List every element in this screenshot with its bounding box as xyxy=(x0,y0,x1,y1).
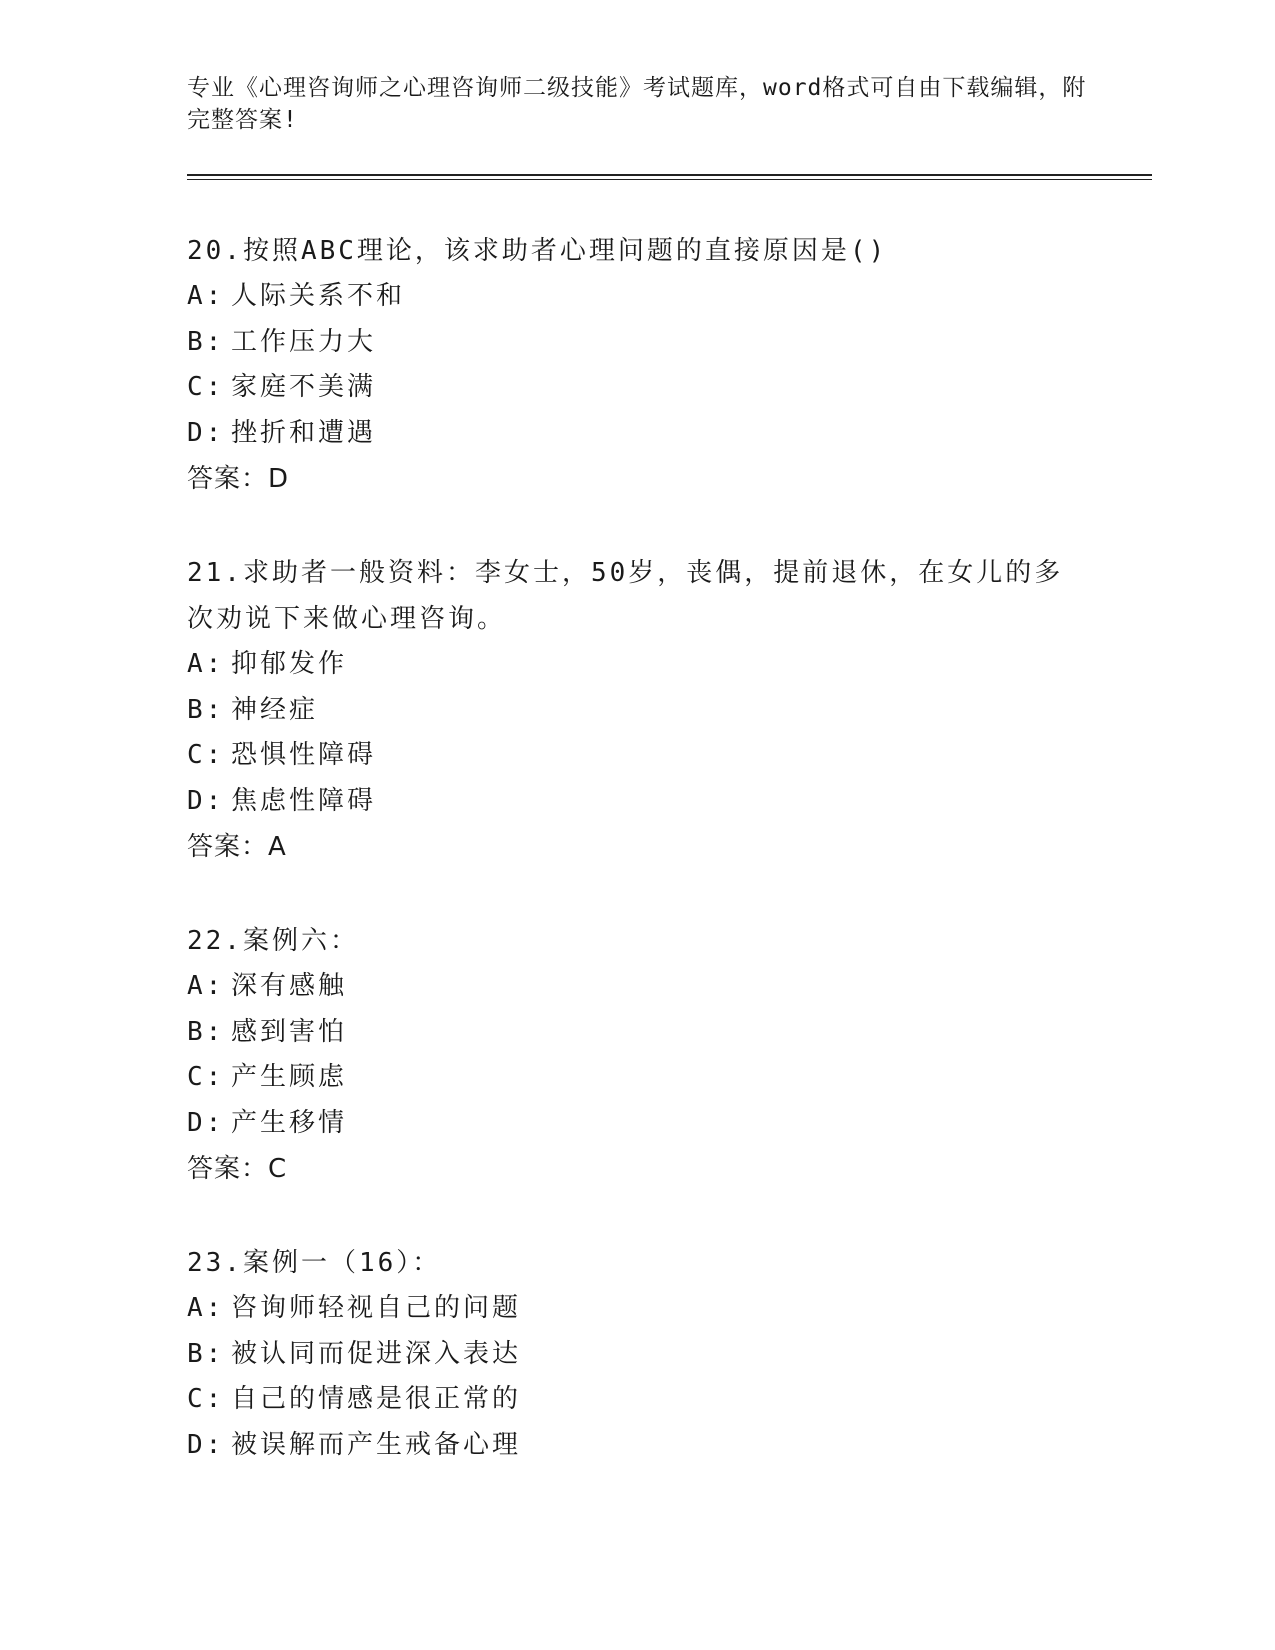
option-letter: B: xyxy=(187,326,225,357)
question-list xyxy=(187,228,1152,1468)
option-c xyxy=(187,733,1152,779)
option-text: 挫折和遭遇 xyxy=(231,417,377,448)
option-text: 人际关系不和 xyxy=(231,281,406,311)
option-letter: C: xyxy=(187,1062,225,1092)
option-a xyxy=(187,964,1152,1010)
option-c xyxy=(187,365,1152,411)
option-d xyxy=(187,411,1152,457)
header-divider xyxy=(187,174,1152,180)
option-d xyxy=(187,779,1152,825)
option-b xyxy=(187,1010,1152,1056)
option-text: 咨询师轻视自己的问题 xyxy=(231,1293,522,1323)
option-a xyxy=(187,274,1152,320)
option-c xyxy=(187,1055,1152,1101)
option-letter: B: xyxy=(187,1016,225,1047)
option-letter: A: xyxy=(187,281,225,311)
option-a xyxy=(187,1286,1152,1332)
option-a xyxy=(187,642,1152,688)
option-letter: D: xyxy=(187,785,225,816)
answer-line: 答案：C xyxy=(187,1154,288,1184)
answer-line: 答案：A xyxy=(187,832,287,862)
document-page xyxy=(187,72,1152,1516)
option-text: 被误解而产生戒备心理 xyxy=(231,1429,522,1460)
option-letter: C: xyxy=(187,740,225,770)
option-text: 自己的情感是很正常的 xyxy=(231,1384,522,1414)
option-text: 产生移情 xyxy=(231,1107,348,1138)
answer-line: 答案：D xyxy=(187,464,290,494)
option-letter: C: xyxy=(187,372,225,402)
option-text: 恐惧性障碍 xyxy=(231,740,377,770)
question-23 xyxy=(187,1240,1152,1468)
option-d xyxy=(187,1423,1152,1469)
question-stem: 20.按照ABC理论，该求助者心理问题的直接原因是() xyxy=(187,236,888,266)
option-b xyxy=(187,1332,1152,1378)
option-b xyxy=(187,320,1152,366)
option-b xyxy=(187,688,1152,734)
option-letter: D: xyxy=(187,1429,225,1460)
option-text: 深有感触 xyxy=(231,971,348,1001)
option-letter: D: xyxy=(187,417,225,448)
option-letter: C: xyxy=(187,1384,225,1414)
option-text: 被认同而促进深入表达 xyxy=(231,1338,522,1369)
question-stem: 23.案例一（16）： xyxy=(187,1248,442,1278)
question-21 xyxy=(187,550,1152,870)
option-letter: A: xyxy=(187,649,225,679)
question-22 xyxy=(187,918,1152,1192)
option-letter: B: xyxy=(187,694,225,725)
option-text: 神经症 xyxy=(231,694,319,725)
option-letter: A: xyxy=(187,1293,225,1323)
option-text: 焦虑性障碍 xyxy=(231,785,377,816)
question-stem: 22.案例六： xyxy=(187,926,359,956)
question-20 xyxy=(187,228,1152,502)
option-text: 工作压力大 xyxy=(231,326,377,357)
option-letter: D: xyxy=(187,1107,225,1138)
option-text: 抑郁发作 xyxy=(231,649,348,679)
option-text: 家庭不美满 xyxy=(231,372,377,402)
document-header: 专业《心理咨询师之心理咨询师二级技能》考试题库，word格式可自由下载编辑，附完整答案! xyxy=(187,75,1087,133)
option-letter: B: xyxy=(187,1338,225,1369)
option-letter: A: xyxy=(187,971,225,1001)
option-text: 产生顾虑 xyxy=(231,1062,348,1092)
option-text: 感到害怕 xyxy=(231,1016,348,1047)
question-stem: 21.求助者一般资料：李女士，50岁，丧偶，提前退休，在女儿的多次劝说下来做心理咨询。 xyxy=(187,558,1064,634)
option-d xyxy=(187,1101,1152,1147)
option-c xyxy=(187,1377,1152,1423)
